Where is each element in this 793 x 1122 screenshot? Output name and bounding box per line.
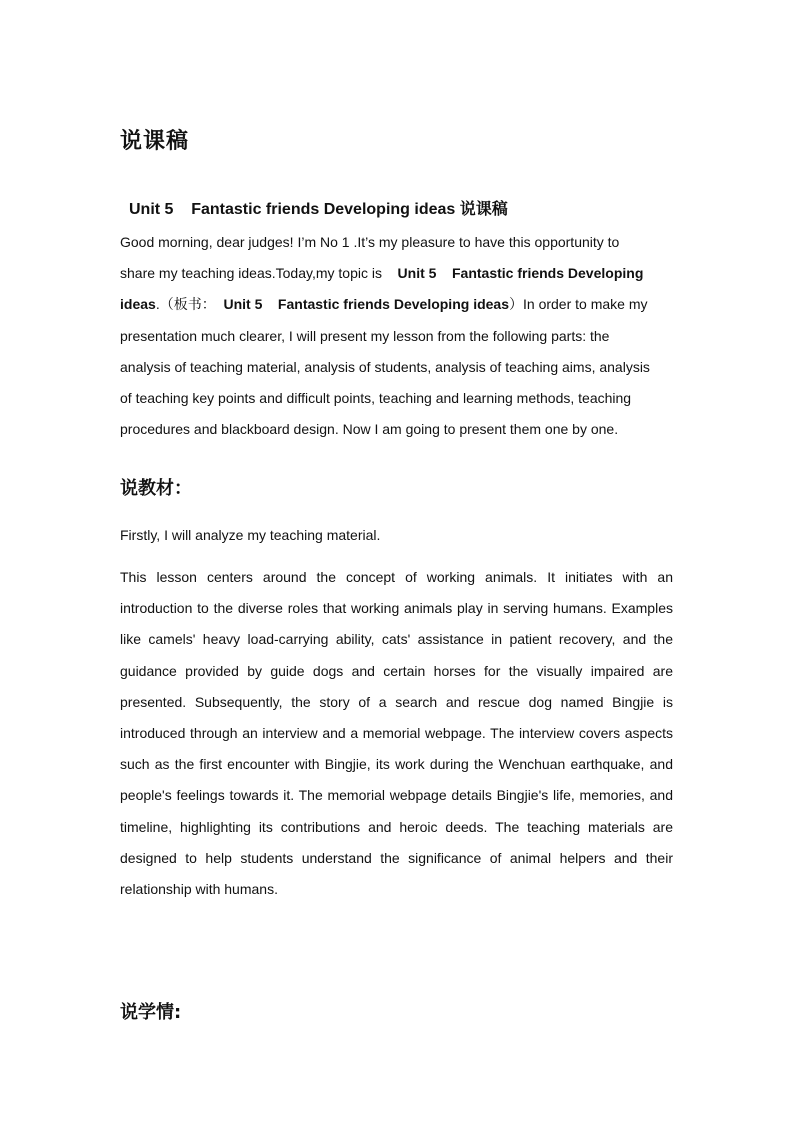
board-note-open: .（板书：: [155, 296, 224, 313]
intro-line-5: analysis of teaching material, analysis of students, analysis of teaching aims, analysis: [120, 358, 650, 375]
topic-title: Unit 5 Fantastic friends Developing: [397, 265, 644, 282]
board-note-topic: Unit 5 Fantastic friends Developing ideas: [223, 296, 509, 313]
material-first-sentence: Firstly, I will analyze my teaching material.: [120, 527, 381, 543]
material-body: This lesson centers around the concept of working animals. It initiates with an introduction to the diverse roles that working animals play in serving humans. Examples like camels' heavy load-carrying ability, cats' assistance in patient recovery, and the guidance provided by guide dogs and certain horses for the visually impaired are presented. Subsequently, the story of a search and rescue dog named Bingjie is introduced through an interview and a memorial webpage. The interview covers aspects such as the first encounter with Bingjie, its work during the Wenchuan earthquake, and people's feelings towards it. The memorial webpage details Bingjie's life, memories, and timeline, highlighting its contributions and heroic deeds. The teaching materials are designed to help students understand the significance of animal helpers and their relationship with humans.: [120, 569, 673, 898]
intro-line-7: procedures and blackboard design. Now I am going to present them one by one.: [120, 421, 619, 438]
intro-line-1: Good morning, dear judges! I’m No 1 .It’s my pleasure to have this opportunity to: [120, 234, 620, 250]
intro-line-2-text: share my teaching ideas.Today,my topic is: [120, 265, 398, 282]
intro-line-6: of teaching key points and difficult points, teaching and learning methods, teaching: [120, 389, 632, 406]
lesson-subtitle: Unit 5 Fantastic friends Developing ideas 说课稿: [129, 201, 508, 218]
document-title: 说课稿: [120, 129, 190, 154]
intro-line-4: presentation much clearer, I will present my lesson from the following parts: the: [120, 327, 610, 344]
intro-paragraph: [120, 227, 673, 445]
intro-line-2: [120, 258, 673, 289]
section-heading-material: 说教材：: [120, 478, 192, 499]
section-heading-students: 说学情:: [120, 1002, 182, 1023]
topic-title-cont: ideas: [120, 296, 156, 313]
board-note-close: ）In order to make my: [509, 296, 648, 313]
intro-line-3: [120, 289, 673, 320]
